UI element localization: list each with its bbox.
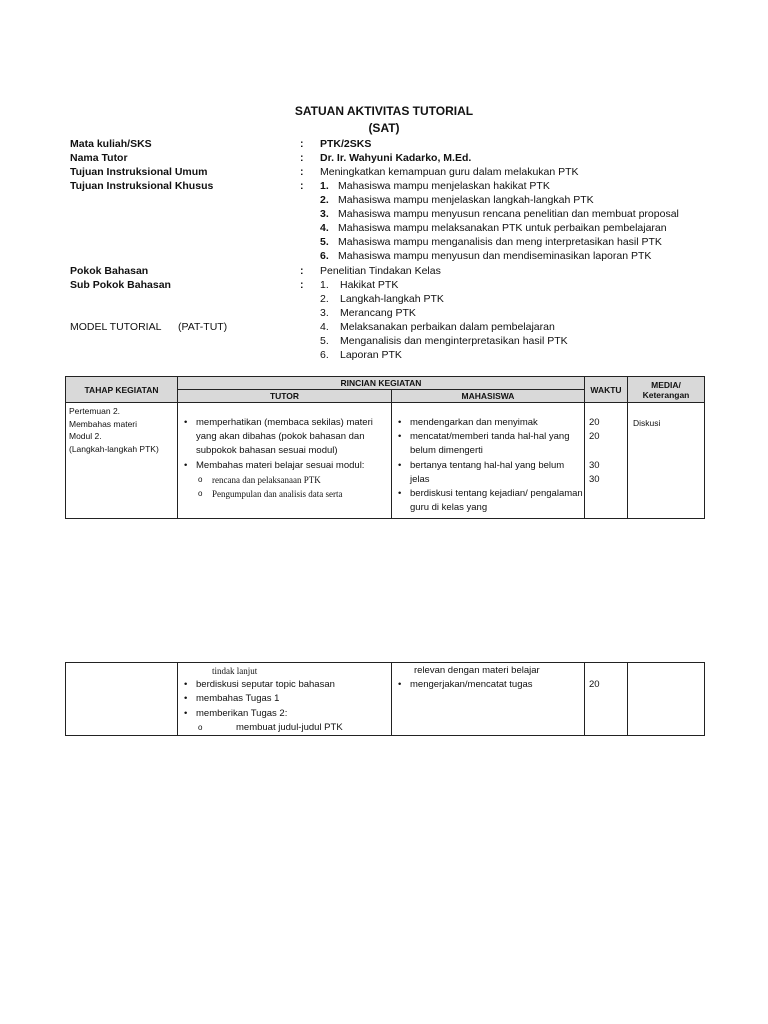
colon: : [300, 166, 304, 178]
waktu-value: 30 [589, 473, 600, 485]
sub-item: Hakikat PTK [340, 279, 399, 291]
cell-tahap [66, 663, 178, 736]
tahap-line: Modul 2. [69, 431, 102, 441]
tik-item: Mahasiswa mampu menyusun rencana penelitian dan membuat proposal [338, 208, 679, 220]
header-media-line1: MEDIA/ [651, 379, 681, 390]
sub-item: Melaksanakan perbaikan dalam pembelajaran [340, 321, 555, 333]
waktu-value: 30 [589, 459, 600, 471]
cell-mahasiswa [392, 663, 585, 736]
colon: : [300, 265, 304, 277]
sub-num: 6. [320, 349, 329, 361]
header-tutor: TUTOR [178, 390, 392, 403]
list-item: • membahas Tugas 1 [178, 692, 391, 706]
tik-item: Mahasiswa mampu menjelaskan langkah-langkah PTK [338, 194, 594, 206]
waktu-value [589, 444, 627, 458]
sub-num: 4. [320, 321, 329, 333]
colon: : [300, 279, 304, 291]
label-tiu: Tujuan Instruksional Umum [70, 166, 208, 178]
label-nama-tutor: Nama Tutor [70, 152, 128, 164]
tik-num: 1. [320, 180, 329, 192]
value-mata-kuliah: PTK/2SKS [320, 138, 372, 150]
tik-num: 2. [320, 194, 329, 206]
tik-item: Mahasiswa mampu menyusun dan mendiseminasikan laporan PTK [338, 250, 652, 262]
mahasiswa-continued-text: relevan dengan materi belajar [414, 665, 540, 676]
colon: : [300, 138, 304, 150]
sub-list-item: o membuat judul-judul PTK [178, 721, 391, 735]
tik-num: 5. [320, 236, 329, 248]
value-model-tutorial: (PAT-TUT) [178, 321, 228, 333]
tahap-line: (Langkah-langkah PTK) [69, 443, 159, 454]
activity-table [65, 376, 705, 519]
list-item: • memberikan Tugas 2: [178, 707, 391, 721]
sub-num: 1. [320, 279, 329, 291]
sub-item: Merancang PTK [340, 307, 416, 319]
value-pokok-bahasan: Penelitian Tindakan Kelas [320, 265, 441, 277]
tahap-line: Membahas materi [69, 418, 138, 429]
tik-num: 3. [320, 208, 329, 220]
label-mata-kuliah: Mata kuliah/SKS [70, 138, 152, 150]
list-item: • berdiskusi seputar topic bahasan [178, 678, 391, 692]
label-sub-pokok: Sub Pokok Bahasan [70, 279, 171, 291]
header-rincian: RINCIAN KEGIATAN [178, 377, 585, 390]
document-title: SATUAN AKTIVITAS TUTORIAL [294, 104, 474, 118]
cell-mahasiswa [392, 403, 585, 519]
sub-num: 2. [320, 293, 329, 305]
cell-tahap [66, 403, 178, 519]
cell-tutor [178, 403, 392, 519]
cell-media: Diskusi [628, 403, 705, 519]
tik-item: Mahasiswa mampu melaksanakan PTK untuk perbaikan pembelajaran [338, 222, 667, 234]
activity-table-continued [65, 662, 705, 736]
colon: : [300, 152, 304, 164]
cell-waktu [585, 403, 628, 519]
list-item: • bertanya tentang hal-hal yang belum jelas [392, 459, 584, 487]
value-nama-tutor: Dr. Ir. Wahyuni Kadarko, M.Ed. [320, 152, 472, 164]
list-item: • mengerjakan/mencatat tugas [392, 678, 584, 692]
colon: : [300, 180, 304, 192]
waktu-value: 20 [589, 431, 600, 443]
cell-waktu: 20 [585, 663, 628, 736]
sub-num: 5. [320, 335, 329, 347]
tik-item: Mahasiswa mampu menganalisis dan meng interpretasikan hasil PTK [338, 236, 662, 248]
label-tik: Tujuan Instruksional Khusus [70, 180, 214, 192]
list-item: • Membahas materi belajar sesuai modul: [178, 459, 391, 473]
sub-list-item: o Pengumpulan dan analisis data serta [178, 487, 391, 501]
sub-list-item: o rencana dan pelaksanaan PTK [178, 473, 391, 487]
waktu-value: 20 [589, 417, 600, 428]
value-tiu: Meningkatkan kemampuan guru dalam melakukan PTK [320, 166, 579, 178]
list-item: • memperhatikan (membaca sekilas) materi yang akan dibahas (pokok bahasan dan subpokok bahasan sesuai modul) [178, 416, 391, 459]
cell-tutor [178, 663, 392, 736]
header-tahap: TAHAP KEGIATAN [66, 377, 178, 403]
header-media-line2: Keterangan [642, 389, 690, 400]
tahap-line: Pertemuan 2. [69, 406, 121, 416]
list-item: • mendengarkan dan menyimak [392, 416, 584, 430]
header-waktu: WAKTU [585, 377, 628, 403]
label-pokok-bahasan: Pokok Bahasan [70, 265, 149, 277]
tik-num: 4. [320, 222, 329, 234]
tik-item: Mahasiswa mampu menjelaskan hakikat PTK [338, 180, 550, 192]
sub-num: 3. [320, 307, 329, 319]
sub-item: Menganalisis dan menginterpretasikan hasil PTK [340, 335, 568, 347]
tik-num: 6. [320, 250, 329, 262]
list-item: • mencatat/memberi tanda hal-hal yang belum dimengerti [392, 430, 584, 458]
tutor-continued-text: tindak lanjut [212, 666, 258, 676]
document-subtitle: (SAT) [368, 121, 400, 135]
cell-media [628, 663, 705, 736]
list-item: • berdiskusi tentang kejadian/ pengalaman guru di kelas yang [392, 487, 584, 515]
header-mahasiswa: MAHASISWA [392, 390, 585, 403]
label-model-tutorial: MODEL TUTORIAL [70, 321, 162, 333]
header-media [628, 377, 705, 403]
sub-item: Laporan PTK [340, 349, 402, 361]
sub-item: Langkah-langkah PTK [340, 293, 444, 305]
